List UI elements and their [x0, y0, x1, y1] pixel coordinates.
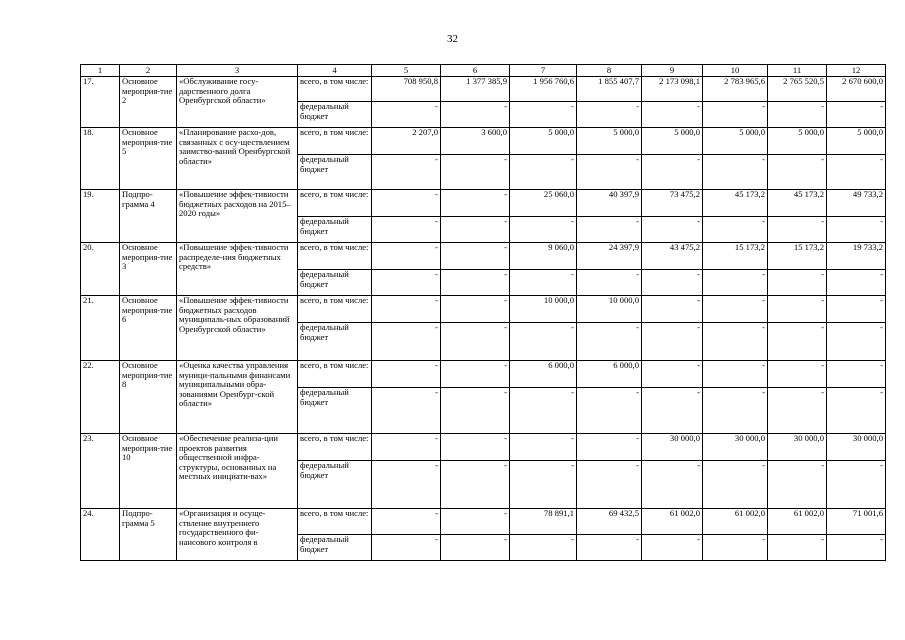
row-number: 20.: [81, 243, 120, 296]
value-cell: -: [577, 535, 642, 561]
value-cell: -: [642, 388, 703, 434]
column-header: 3: [177, 65, 298, 77]
row-kind: Основное мероприя-тие 2: [120, 77, 177, 128]
value-cell: 2 765 520,5: [768, 77, 827, 102]
source-label-federal: федеральный бюджет: [298, 535, 372, 561]
value-cell: 43 475,2: [642, 243, 703, 270]
value-cell: 2 207,0: [372, 128, 441, 155]
value-cell: -: [510, 102, 577, 128]
value-cell: 24 397,9: [577, 243, 642, 270]
column-header: 6: [441, 65, 510, 77]
value-cell: 5 000,0: [827, 128, 886, 155]
value-cell: 1 956 760,6: [510, 77, 577, 102]
value-cell: 6 000,0: [510, 361, 577, 388]
row-number: 17.: [81, 77, 120, 128]
value-cell: 40 397,9: [577, 190, 642, 217]
value-cell: -: [577, 217, 642, 243]
value-cell: -: [441, 323, 510, 361]
value-cell: 5 000,0: [642, 128, 703, 155]
value-cell: -: [642, 461, 703, 509]
source-label-federal: федеральный бюджет: [298, 217, 372, 243]
value-cell: 5 000,0: [510, 128, 577, 155]
column-header: 12: [827, 65, 886, 77]
value-cell: -: [510, 388, 577, 434]
table-row: [81, 128, 886, 155]
value-cell: -: [768, 361, 827, 388]
source-label-federal: федеральный бюджет: [298, 461, 372, 509]
value-cell: -: [768, 102, 827, 128]
value-cell: 1 377 385,9: [441, 77, 510, 102]
row-name: «Повышение эффек-тивности бюджетных расходов на 2015–2020 годы»: [177, 190, 298, 243]
value-cell: -: [441, 243, 510, 270]
source-label-federal: федеральный бюджет: [298, 155, 372, 190]
value-cell: -: [441, 535, 510, 561]
value-cell: -: [768, 217, 827, 243]
value-cell: -: [372, 361, 441, 388]
value-cell: 25 060,0: [510, 190, 577, 217]
value-cell: 2 670 600,0: [827, 77, 886, 102]
value-cell: -: [441, 509, 510, 535]
value-cell: 61 002,0: [703, 509, 768, 535]
value-cell: -: [577, 461, 642, 509]
value-cell: -: [577, 323, 642, 361]
value-cell: -: [642, 361, 703, 388]
column-header: 1: [81, 65, 120, 77]
value-cell: -: [441, 361, 510, 388]
value-cell: -: [372, 217, 441, 243]
value-cell: 61 002,0: [768, 509, 827, 535]
value-cell: -: [703, 361, 768, 388]
value-cell: -: [441, 190, 510, 217]
value-cell: 71 001,6: [827, 509, 886, 535]
column-header: 2: [120, 65, 177, 77]
value-cell: -: [441, 296, 510, 323]
value-cell: -: [510, 461, 577, 509]
row-kind: Подпро-грамма 5: [120, 509, 177, 561]
column-header: 11: [768, 65, 827, 77]
value-cell: -: [642, 155, 703, 190]
value-cell: 45 173,2: [703, 190, 768, 217]
value-cell: 5 000,0: [703, 128, 768, 155]
source-label-total: всего, в том числе:: [298, 128, 372, 155]
value-cell: -: [372, 243, 441, 270]
value-cell: 30 000,0: [768, 434, 827, 461]
value-cell: -: [827, 155, 886, 190]
value-cell: -: [703, 461, 768, 509]
value-cell: -: [372, 296, 441, 323]
value-cell: -: [372, 323, 441, 361]
column-header: 8: [577, 65, 642, 77]
value-cell: -: [372, 388, 441, 434]
value-cell: 69 432,5: [577, 509, 642, 535]
value-cell: -: [441, 434, 510, 461]
value-cell: -: [827, 270, 886, 296]
value-cell: -: [827, 323, 886, 361]
row-number: 22.: [81, 361, 120, 434]
value-cell: -: [577, 270, 642, 296]
value-cell: 15 173,2: [703, 243, 768, 270]
source-label-total: всего, в том числе:: [298, 434, 372, 461]
value-cell: 6 000,0: [577, 361, 642, 388]
column-header: 7: [510, 65, 577, 77]
row-number: 18.: [81, 128, 120, 190]
value-cell: 15 173,2: [768, 243, 827, 270]
value-cell: -: [768, 535, 827, 561]
value-cell: -: [642, 535, 703, 561]
table-row: [81, 434, 886, 461]
table-row: [81, 509, 886, 535]
column-header: 9: [642, 65, 703, 77]
value-cell: 30 000,0: [827, 434, 886, 461]
value-cell: 10 000,0: [510, 296, 577, 323]
value-cell: -: [768, 296, 827, 323]
row-number: 21.: [81, 296, 120, 361]
value-cell: -: [703, 155, 768, 190]
value-cell: 9 060,0: [510, 243, 577, 270]
value-cell: -: [441, 217, 510, 243]
value-cell: -: [703, 102, 768, 128]
row-name: «Повышение эффек-тивности распределе-ния бюджетных средств»: [177, 243, 298, 296]
row-kind: Основное мероприя-тие 10: [120, 434, 177, 509]
value-cell: -: [768, 388, 827, 434]
column-header: 10: [703, 65, 768, 77]
value-cell: -: [827, 361, 886, 388]
value-cell: 2 783 965,6: [703, 77, 768, 102]
value-cell: 49 733,2: [827, 190, 886, 217]
value-cell: -: [642, 102, 703, 128]
column-header: 5: [372, 65, 441, 77]
row-number: 19.: [81, 190, 120, 243]
value-cell: -: [510, 323, 577, 361]
value-cell: -: [768, 155, 827, 190]
value-cell: -: [827, 535, 886, 561]
value-cell: -: [642, 296, 703, 323]
value-cell: -: [642, 217, 703, 243]
row-name: «Обслуживание госу-дарственного долга Оренбургской области»: [177, 77, 298, 128]
value-cell: -: [703, 296, 768, 323]
value-cell: -: [441, 102, 510, 128]
column-header: 4: [298, 65, 372, 77]
row-kind: Подпро-грамма 4: [120, 190, 177, 243]
value-cell: -: [827, 461, 886, 509]
source-label-federal: федеральный бюджет: [298, 388, 372, 434]
page-number: 32: [447, 33, 458, 45]
value-cell: 5 000,0: [577, 128, 642, 155]
table-row: [81, 296, 886, 323]
row-kind: Основное мероприя-тие 5: [120, 128, 177, 190]
row-name: «Оценка качества управления муници-пальными финансами муниципальными обра-зованиями Оренбург-ской области»: [177, 361, 298, 434]
value-cell: -: [510, 155, 577, 190]
value-cell: 30 000,0: [642, 434, 703, 461]
value-cell: 19 733,2: [827, 243, 886, 270]
value-cell: -: [372, 434, 441, 461]
source-label-total: всего, в том числе:: [298, 296, 372, 323]
value-cell: -: [827, 217, 886, 243]
value-cell: 78 891,1: [510, 509, 577, 535]
value-cell: -: [768, 323, 827, 361]
value-cell: -: [372, 509, 441, 535]
value-cell: -: [577, 434, 642, 461]
value-cell: -: [703, 323, 768, 361]
value-cell: 45 173,2: [768, 190, 827, 217]
row-kind: Основное мероприя-тие 8: [120, 361, 177, 434]
value-cell: -: [510, 434, 577, 461]
value-cell: -: [768, 270, 827, 296]
value-cell: -: [441, 270, 510, 296]
value-cell: -: [768, 461, 827, 509]
value-cell: -: [372, 102, 441, 128]
value-cell: -: [577, 388, 642, 434]
table-row: [81, 77, 886, 102]
value-cell: -: [372, 535, 441, 561]
value-cell: -: [827, 388, 886, 434]
source-label-total: всего, в том числе:: [298, 243, 372, 270]
source-label-total: всего, в том числе:: [298, 77, 372, 102]
value-cell: 1 855 407,7: [577, 77, 642, 102]
value-cell: -: [703, 535, 768, 561]
value-cell: -: [642, 270, 703, 296]
value-cell: -: [827, 296, 886, 323]
value-cell: -: [703, 270, 768, 296]
value-cell: 30 000,0: [703, 434, 768, 461]
value-cell: -: [372, 155, 441, 190]
value-cell: 708 950,8: [372, 77, 441, 102]
value-cell: -: [510, 535, 577, 561]
row-number: 24.: [81, 509, 120, 561]
value-cell: -: [441, 155, 510, 190]
source-label-total: всего, в том числе:: [298, 509, 372, 535]
source-label-federal: федеральный бюджет: [298, 270, 372, 296]
row-name: «Обеспечение реализа-ции проектов развития общественной инфра-структуры, основанных на местных инициати-вах»: [177, 434, 298, 509]
value-cell: -: [441, 461, 510, 509]
source-label-total: всего, в том числе:: [298, 190, 372, 217]
value-cell: 73 475,2: [642, 190, 703, 217]
value-cell: -: [372, 190, 441, 217]
source-label-total: всего, в том числе:: [298, 361, 372, 388]
value-cell: 61 002,0: [642, 509, 703, 535]
value-cell: -: [372, 270, 441, 296]
table-row: [81, 243, 886, 270]
column-number-row: [81, 65, 886, 77]
value-cell: -: [703, 388, 768, 434]
value-cell: -: [577, 102, 642, 128]
row-kind: Основное мероприя-тие 3: [120, 243, 177, 296]
value-cell: -: [510, 270, 577, 296]
row-kind: Основное мероприя-тие 6: [120, 296, 177, 361]
row-name: «Повышение эффек-тивности бюджетных расходов муниципаль-ных образований Оренбургской области»: [177, 296, 298, 361]
value-cell: 10 000,0: [577, 296, 642, 323]
table-row: [81, 361, 886, 388]
value-cell: -: [510, 217, 577, 243]
value-cell: 2 173 098,1: [642, 77, 703, 102]
value-cell: 3 600,0: [441, 128, 510, 155]
value-cell: 5 000,0: [768, 128, 827, 155]
value-cell: -: [372, 461, 441, 509]
row-number: 23.: [81, 434, 120, 509]
source-label-federal: федеральный бюджет: [298, 102, 372, 128]
row-name: «Организация и осуще-ствление внутреннего государственного фи-нансового контроля в: [177, 509, 298, 561]
source-label-federal: федеральный бюджет: [298, 323, 372, 361]
value-cell: -: [703, 217, 768, 243]
table-row: [81, 190, 886, 217]
value-cell: -: [827, 102, 886, 128]
value-cell: -: [441, 388, 510, 434]
row-name: «Планирование расхо-дов, связанных с осу-ществлением заимство-ваний Оренбургской области»: [177, 128, 298, 190]
budget-table: [80, 64, 886, 561]
value-cell: -: [577, 155, 642, 190]
value-cell: -: [642, 323, 703, 361]
